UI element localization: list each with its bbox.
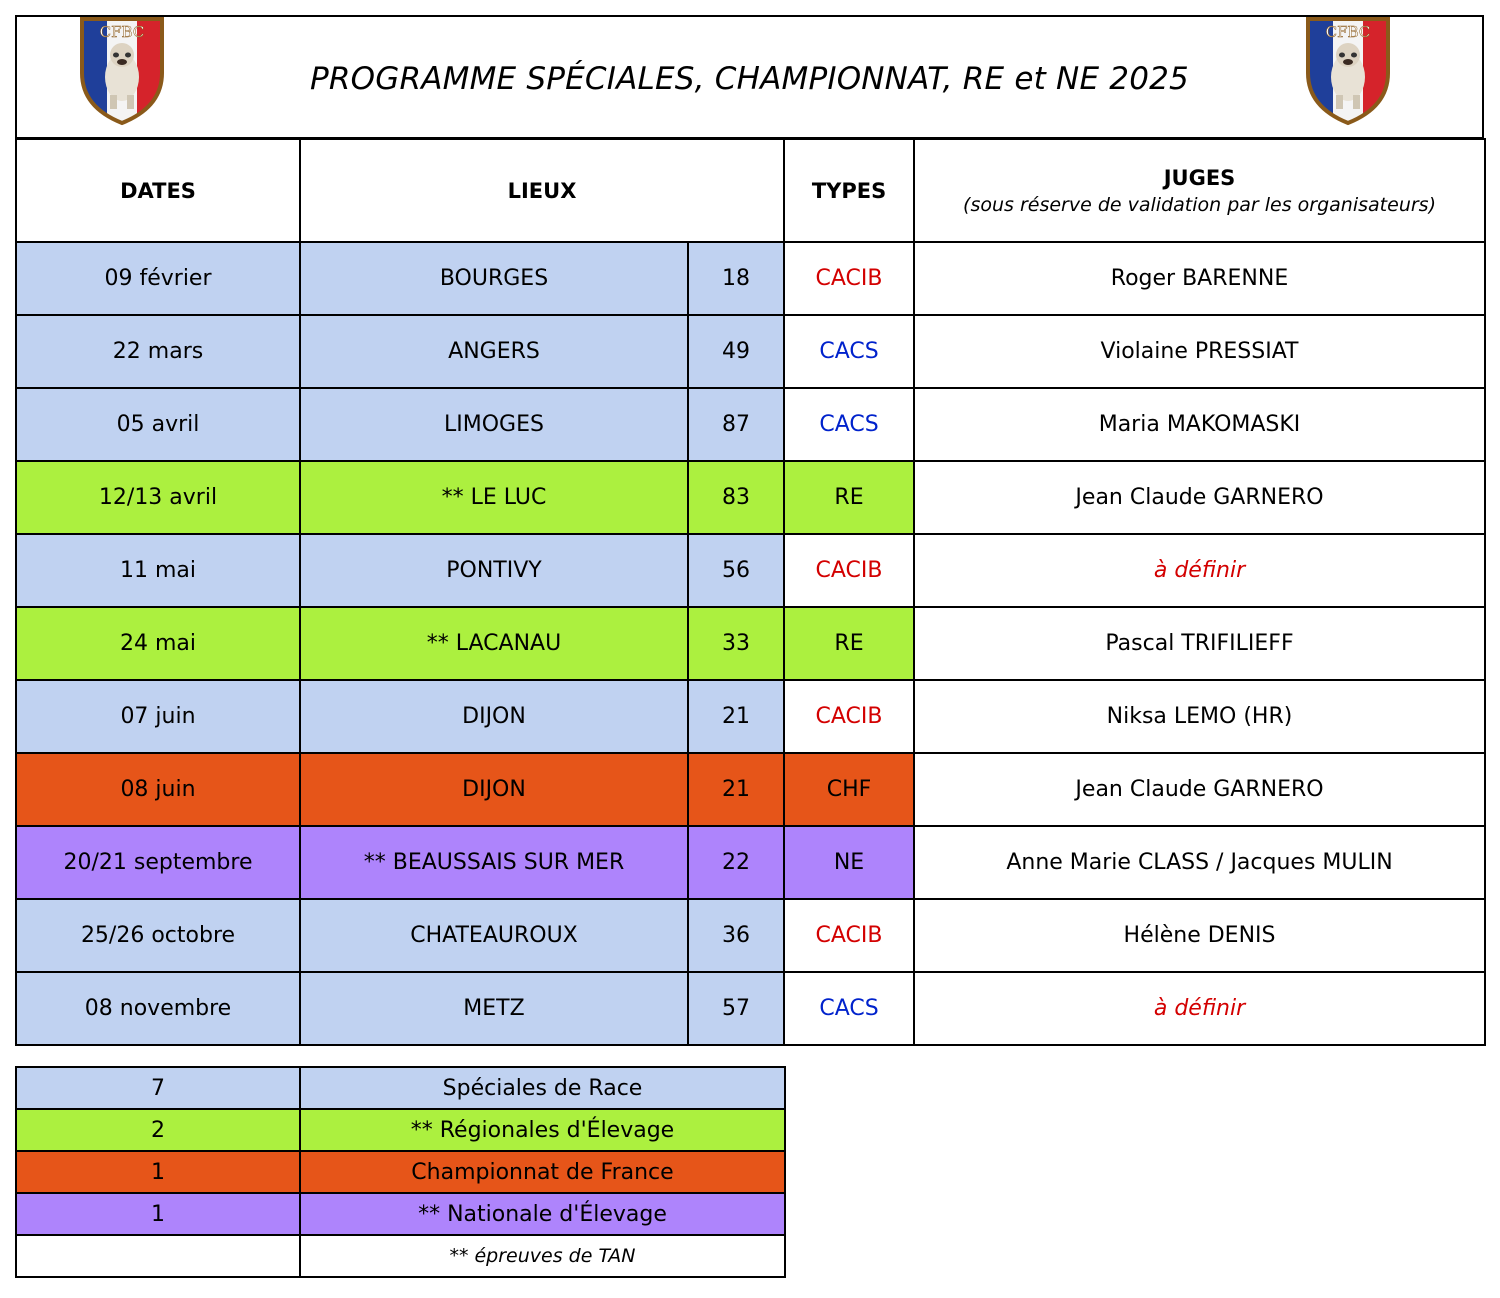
juge-cell: Jean Claude GARNERO xyxy=(914,461,1485,534)
legend-count: 1 xyxy=(16,1151,300,1193)
legend-table xyxy=(15,1066,786,1278)
type-cell: NE xyxy=(784,826,914,899)
legend-row xyxy=(16,1067,785,1109)
dept-cell: 36 xyxy=(688,899,784,972)
type-cell: CACIB xyxy=(784,534,914,607)
lieu-cell: DIJON xyxy=(300,680,688,753)
dept-cell: 21 xyxy=(688,680,784,753)
page-title: PROGRAMME SPÉCIALES, CHAMPIONNAT, RE et NE 2025 xyxy=(310,61,1189,97)
club-crest-left-icon xyxy=(76,11,168,127)
header-types: TYPES xyxy=(784,139,914,242)
table-row xyxy=(16,461,1485,534)
juge-cell: Jean Claude GARNERO xyxy=(914,753,1485,826)
type-cell: CACS xyxy=(784,388,914,461)
type-cell: RE xyxy=(784,461,914,534)
type-cell: CACS xyxy=(784,315,914,388)
legend-note: ** épreuves de TAN xyxy=(300,1235,785,1277)
juge-cell: Hélène DENIS xyxy=(914,899,1485,972)
lieu-cell: ** LE LUC xyxy=(300,461,688,534)
table-row xyxy=(16,315,1485,388)
table-row xyxy=(16,972,1485,1045)
lieu-cell: METZ xyxy=(300,972,688,1045)
schedule-table xyxy=(15,138,1486,1046)
legend-count: 1 xyxy=(16,1193,300,1235)
header-dates: DATES xyxy=(16,139,300,242)
date-cell: 11 mai xyxy=(16,534,300,607)
lieu-cell: ** BEAUSSAIS SUR MER xyxy=(300,826,688,899)
legend-count: 7 xyxy=(16,1067,300,1109)
lieu-cell: PONTIVY xyxy=(300,534,688,607)
legend-row xyxy=(16,1151,785,1193)
dept-cell: 21 xyxy=(688,753,784,826)
legend-note-empty xyxy=(16,1235,300,1277)
lieu-cell: LIMOGES xyxy=(300,388,688,461)
juge-cell: Violaine PRESSIAT xyxy=(914,315,1485,388)
header-juges-note: (sous réserve de validation par les organisateurs) xyxy=(963,193,1436,216)
date-cell: 12/13 avril xyxy=(16,461,300,534)
date-cell: 08 novembre xyxy=(16,972,300,1045)
juge-cell: Roger BARENNE xyxy=(914,242,1485,315)
table-row xyxy=(16,607,1485,680)
crest-text: CFBC xyxy=(99,23,145,41)
juge-cell: Pascal TRIFILIEFF xyxy=(914,607,1485,680)
header-lieux: LIEUX xyxy=(300,139,784,242)
date-cell: 25/26 octobre xyxy=(16,899,300,972)
dept-cell: 18 xyxy=(688,242,784,315)
title-box xyxy=(15,15,1484,139)
date-cell: 07 juin xyxy=(16,680,300,753)
dept-cell: 87 xyxy=(688,388,784,461)
juge-cell: à définir xyxy=(914,534,1485,607)
lieu-cell: DIJON xyxy=(300,753,688,826)
lieu-cell: ** LACANAU xyxy=(300,607,688,680)
lieu-cell: ANGERS xyxy=(300,315,688,388)
legend-label: ** Nationale d'Élevage xyxy=(300,1193,785,1235)
juge-cell: Niksa LEMO (HR) xyxy=(914,680,1485,753)
type-cell: CACIB xyxy=(784,680,914,753)
date-cell: 22 mars xyxy=(16,315,300,388)
club-crest-right-icon xyxy=(1302,11,1394,127)
juge-cell: à définir xyxy=(914,972,1485,1045)
header-juges xyxy=(914,139,1485,242)
date-cell: 09 février xyxy=(16,242,300,315)
table-row xyxy=(16,826,1485,899)
date-cell: 20/21 septembre xyxy=(16,826,300,899)
dept-cell: 56 xyxy=(688,534,784,607)
legend-count: 2 xyxy=(16,1109,300,1151)
date-cell: 05 avril xyxy=(16,388,300,461)
dept-cell: 33 xyxy=(688,607,784,680)
table-row xyxy=(16,680,1485,753)
dept-cell: 57 xyxy=(688,972,784,1045)
legend-label: Championnat de France xyxy=(300,1151,785,1193)
juge-cell: Anne Marie CLASS / Jacques MULIN xyxy=(914,826,1485,899)
header-juges-label: JUGES xyxy=(1163,165,1236,190)
table-row xyxy=(16,899,1485,972)
table-row xyxy=(16,242,1485,315)
type-cell: CACIB xyxy=(784,242,914,315)
header-row xyxy=(16,139,1485,242)
type-cell: RE xyxy=(784,607,914,680)
legend-note-row xyxy=(16,1235,785,1277)
dept-cell: 83 xyxy=(688,461,784,534)
legend-row xyxy=(16,1193,785,1235)
lieu-cell: BOURGES xyxy=(300,242,688,315)
legend-label: ** Régionales d'Élevage xyxy=(300,1109,785,1151)
type-cell: CHF xyxy=(784,753,914,826)
type-cell: CACIB xyxy=(784,899,914,972)
table-row xyxy=(16,388,1485,461)
juge-cell: Maria MAKOMASKI xyxy=(914,388,1485,461)
dept-cell: 22 xyxy=(688,826,784,899)
dept-cell: 49 xyxy=(688,315,784,388)
type-cell: CACS xyxy=(784,972,914,1045)
legend-label: Spéciales de Race xyxy=(300,1067,785,1109)
date-cell: 24 mai xyxy=(16,607,300,680)
table-row xyxy=(16,534,1485,607)
lieu-cell: CHATEAUROUX xyxy=(300,899,688,972)
table-row xyxy=(16,753,1485,826)
date-cell: 08 juin xyxy=(16,753,300,826)
crest-text: CFBC xyxy=(1325,23,1371,41)
legend-row xyxy=(16,1109,785,1151)
